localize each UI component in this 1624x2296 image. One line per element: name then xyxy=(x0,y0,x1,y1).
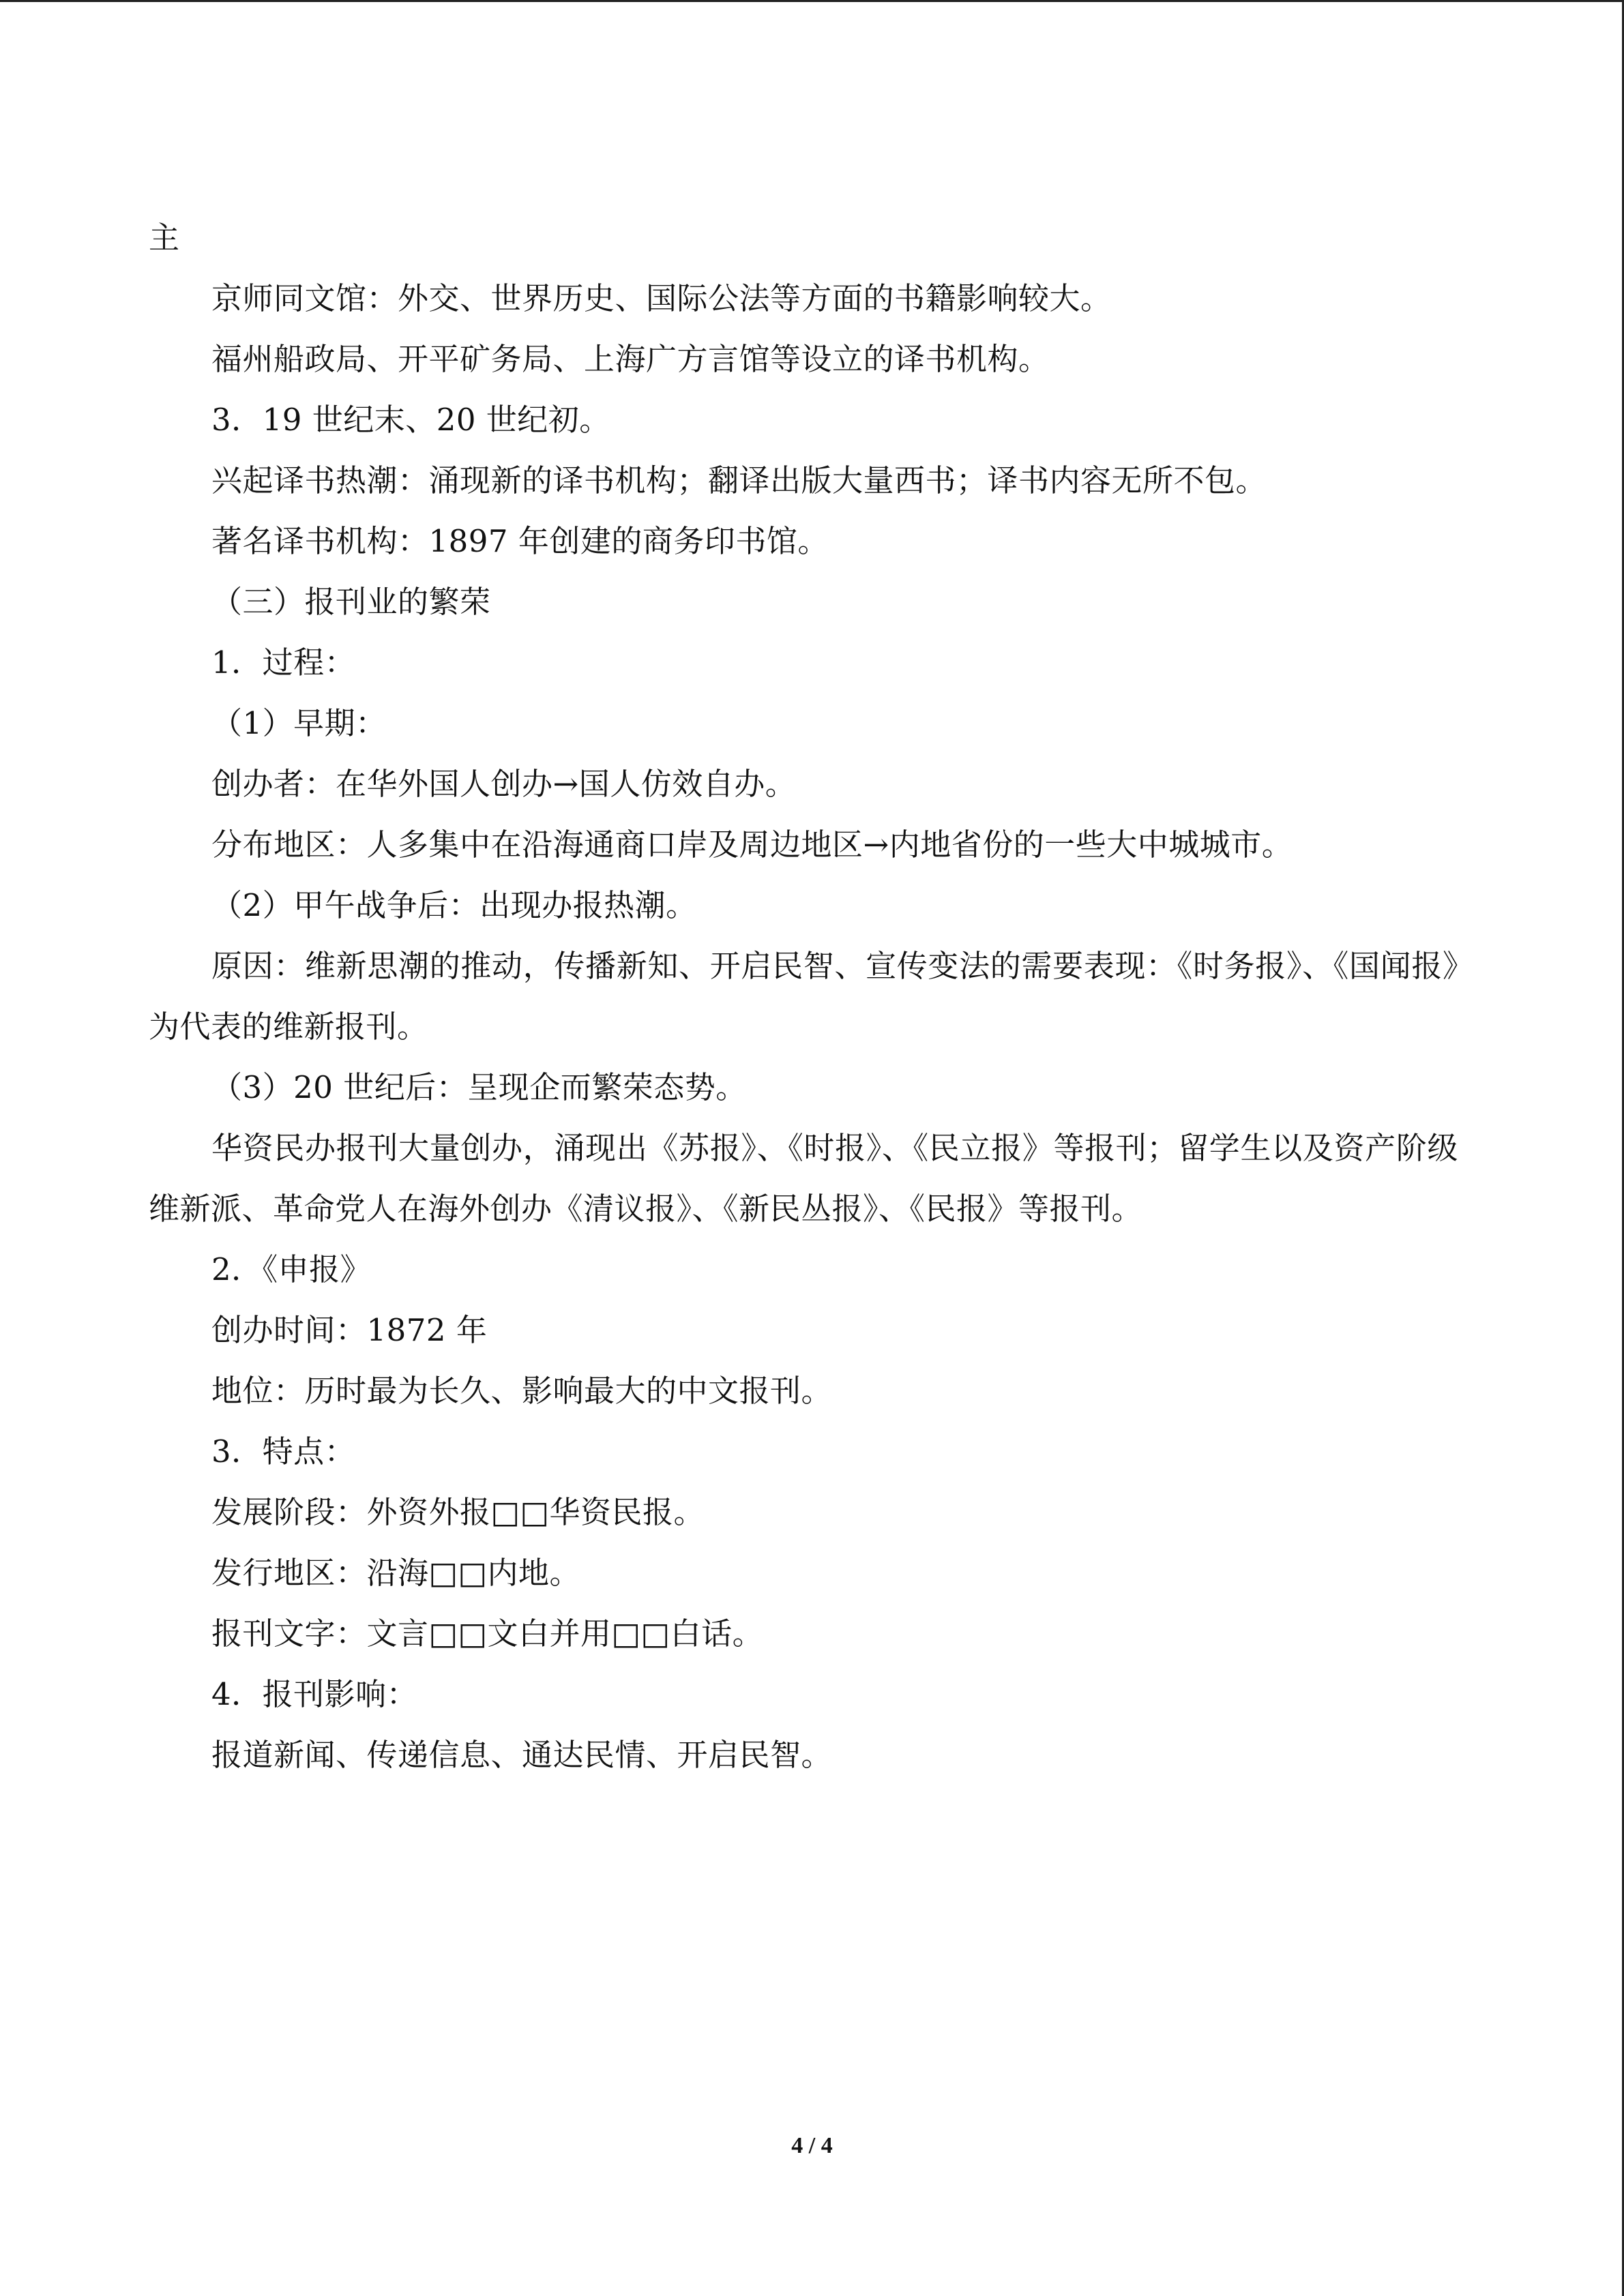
text-line: 报刊文字：文言□□文白并用□□白话。 xyxy=(211,1615,764,1652)
subsection-heading: （3）20 世纪后：呈现企而繁荣态势。 xyxy=(211,1069,747,1105)
text-line: 福州船政局、开平矿务局、上海广方言馆等设立的译书机构。 xyxy=(211,341,1050,377)
text-line: 发展阶段：外资外报□□华资民报。 xyxy=(211,1494,705,1530)
text-line: 创办者：在华外国人创办→国人仿效自办。 xyxy=(211,766,797,802)
section-heading: 2．《申报》 xyxy=(211,1251,372,1287)
text-line: 创办时间：1872 年 xyxy=(211,1312,488,1348)
section-heading: 1．过程： xyxy=(211,644,356,681)
text-line: 主 xyxy=(149,220,180,256)
text-line: 著名译书机构：1897 年创建的商务印书馆。 xyxy=(211,523,829,559)
section-heading: 3．特点： xyxy=(211,1433,356,1470)
paragraph: 华资民办报刊大量创办，涌现出《苏报》、《时报》、《民立报》等报刊；留学生以及资产阶级维新派、革命党人在海外创办《清议报》、《新民丛报》、《民报》等报刊。 xyxy=(149,1130,1458,1227)
text-line: 兴起译书热潮：涌现新的译书机构；翻译出版大量西书；译书内容无所不包。 xyxy=(211,462,1267,498)
text-line: 分布地区：人多集中在沿海通商口岸及周边地区→内地省份的一些大中城城市。 xyxy=(211,826,1293,863)
subsection-heading: （1）早期： xyxy=(211,705,387,741)
text-line: 京师同文馆：外交、世界历史、国际公法等方面的书籍影响较大。 xyxy=(211,280,1112,316)
section-heading: 4．报刊影响： xyxy=(211,1676,418,1712)
subsection-heading: （2）甲午战争后：出现办报热潮。 xyxy=(211,887,697,923)
section-heading: （三）报刊业的繁荣 xyxy=(211,584,491,620)
document-body xyxy=(149,207,1458,1785)
paragraph: 原因：维新思潮的推动，传播新知、开启民智、宣传变法的需要表现：《时务报》、《国闻报》为代表的维新报刊。 xyxy=(149,948,1458,1045)
text-line: 地位：历时最为长久、影响最大的中文报刊。 xyxy=(211,1373,833,1409)
text-line: 报道新闻、传递信息、通达民情、开启民智。 xyxy=(211,1737,833,1773)
text-line: 发行地区：沿海□□内地。 xyxy=(211,1555,581,1591)
section-heading: 3．19 世纪末、20 世纪初。 xyxy=(211,402,610,438)
page-number: 4 / 4 xyxy=(791,2133,833,2158)
